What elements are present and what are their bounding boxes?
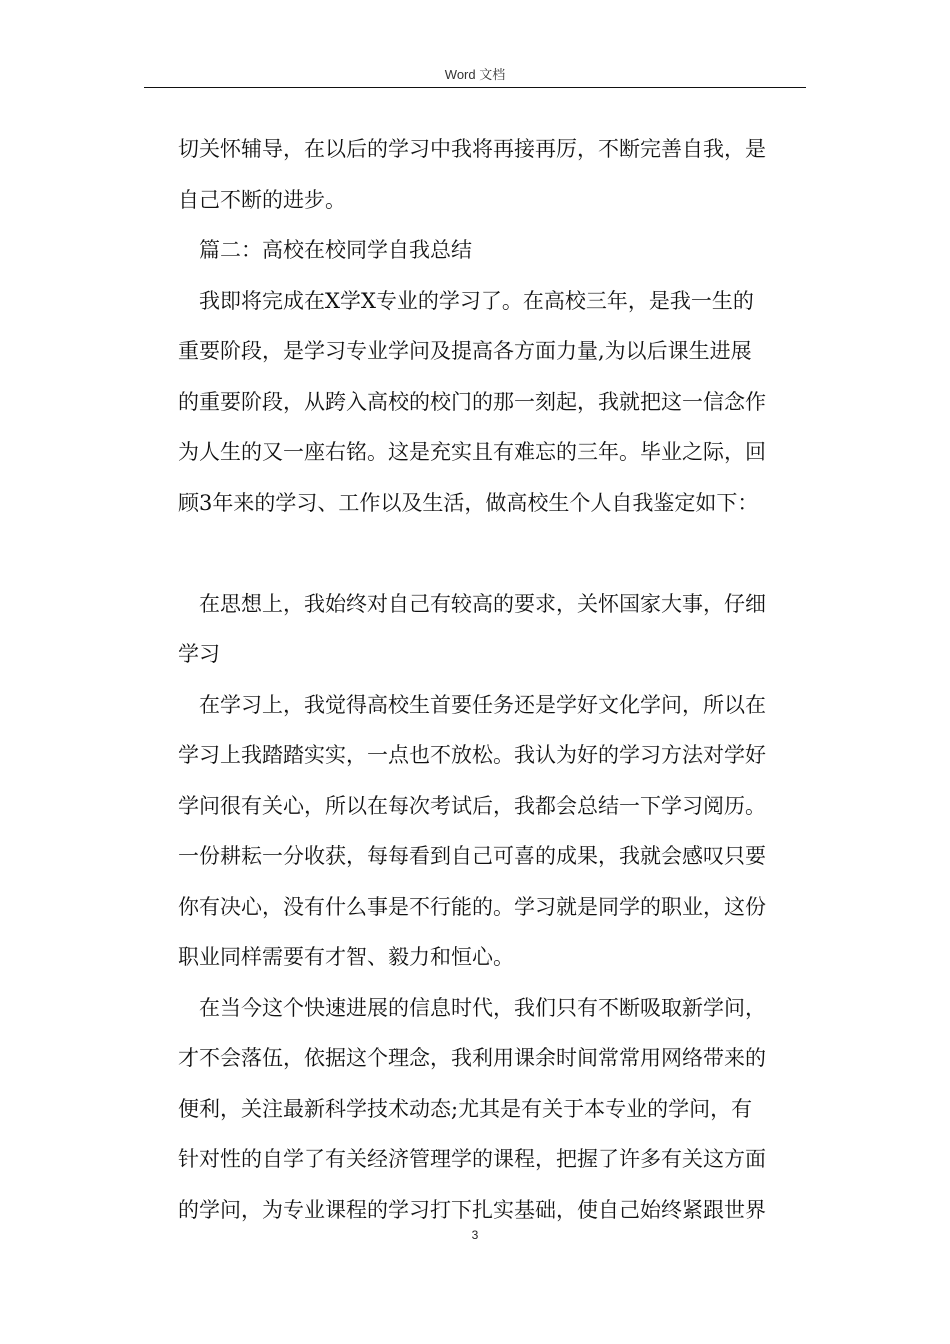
- body-line: 才不会落伍，依据这个理念，我利用课余时间常常用网络带来的: [178, 1046, 766, 1070]
- page-number: 3: [471, 1228, 479, 1242]
- body-line: 自己不断的进步。: [178, 187, 346, 212]
- body-line: 切关怀辅导，在以后的学习中我将再接再厉，不断完善自我，是: [178, 137, 766, 161]
- body-line: 你有决心，没有什么事是不行能的。学习就是同学的职业，这份: [178, 894, 766, 919]
- body-line: 为人生的又一座右铭。这是充实且有难忘的三年。毕业之际，回: [178, 440, 766, 464]
- header-divider: [144, 87, 806, 88]
- body-line: 顾3年来的学习、工作以及生活，做高校生个人自我鉴定如下：: [178, 490, 759, 515]
- page-header: Word 文档: [444, 67, 506, 82]
- body-line: 我即将完成在X学X专业的学习了。在高校三年，是我一生的: [199, 288, 754, 313]
- body-line: 学习上我踏踏实实，一点也不放松。我认为好的学习方法对学好: [178, 743, 766, 767]
- body-line: 的学问，为专业课程的学习打下扎实基础，使自己始终紧跟世界: [178, 1197, 766, 1222]
- body-line: 重要阶段，是学习专业学问及提高各方面力量,为以后课生进展: [178, 339, 752, 363]
- body-line: 便利，关注最新科学技术动态;尤其是有关于本专业的学问，有: [178, 1096, 753, 1121]
- body-line: 的重要阶段，从跨入高校的校门的那一刻起，我就把这一信念作: [178, 389, 766, 414]
- blank-line: [178, 528, 806, 579]
- body-line: 学习: [178, 642, 220, 666]
- body-line: 针对性的自学了有关经济管理学的课程，把握了许多有关这方面: [178, 1147, 766, 1171]
- body-line: 职业同样需要有才智、毅力和恒心。: [178, 945, 514, 969]
- body-line: 学问很有关心，所以在每次考试后，我都会总结一下学习阅历。: [178, 793, 766, 818]
- body-line: 在思想上，我始终对自己有较高的要求，关怀国家大事，仔细: [199, 591, 766, 616]
- body-line: 在当今这个快速进展的信息时代，我们只有不断吸取新学问，: [199, 995, 766, 1020]
- document-body: [178, 124, 806, 1235]
- body-line: 在学习上，我觉得高校生首要任务还是学好文化学问，所以在: [199, 692, 766, 717]
- section-heading: 篇二：高校在校同学自我总结: [199, 238, 472, 262]
- body-line: 一份耕耘一分收获，每每看到自己可喜的成果，我就会感叹只要: [178, 844, 766, 868]
